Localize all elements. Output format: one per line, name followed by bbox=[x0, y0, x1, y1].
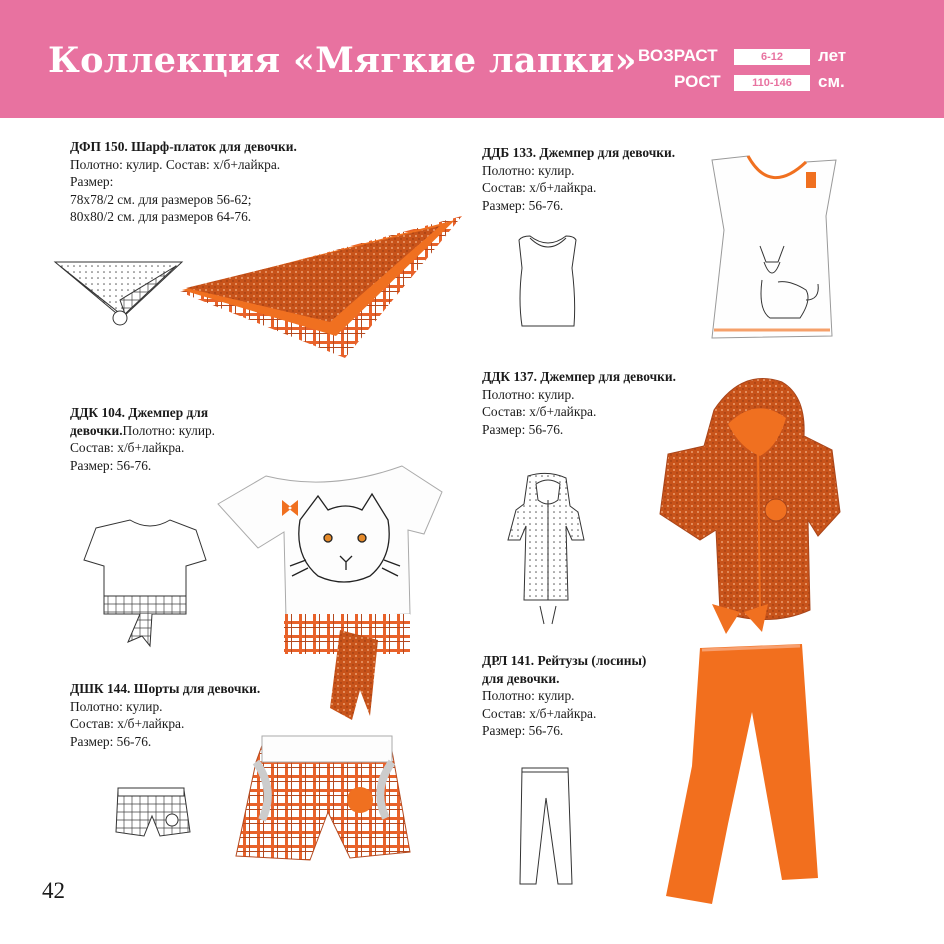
shorts-photo bbox=[236, 736, 410, 860]
hoodie-photo bbox=[660, 379, 840, 635]
product-title: ДРЛ 141. Рейтузы (лосины) bbox=[482, 653, 647, 668]
height-unit: см. bbox=[818, 72, 845, 91]
product-line: Полотно: кулир. bbox=[122, 422, 216, 438]
product-line: Состав: х/б+лайкра. bbox=[482, 705, 597, 721]
product-line: Состав: х/б+лайкра. bbox=[70, 440, 185, 455]
product-line: Полотно: кулир. bbox=[482, 386, 575, 402]
product-title: ДДБ 133. Джемпер для девочки. bbox=[482, 145, 676, 160]
product-line: 80х80/2 см. для размеров 64-76. bbox=[70, 209, 252, 224]
product-line: Полотно: кулир. bbox=[482, 688, 575, 703]
height-value: 110-146 bbox=[734, 75, 810, 91]
product-title: ДФП 150. Шарф-платок для девочки. bbox=[70, 139, 297, 154]
leggings-sketch bbox=[520, 768, 572, 884]
age-value: 6-12 bbox=[734, 49, 810, 65]
product-line: Состав: х/б+лайкра. bbox=[482, 404, 597, 419]
height-label: РОСТ bbox=[674, 72, 721, 91]
scarf-sketch bbox=[55, 262, 182, 325]
product-title: ДДК 104. Джемпер для bbox=[70, 405, 209, 420]
leggings-photo bbox=[666, 644, 818, 904]
product-line: Полотно: кулир. Состав: х/б+лайкра. bbox=[70, 156, 281, 172]
product-line: Размер: 56-76. bbox=[70, 457, 152, 473]
hoodie-sketch bbox=[508, 473, 584, 624]
product-line: Размер: 56-76. bbox=[70, 733, 152, 749]
product-title: ДДК 137. Джемпер для девочки. bbox=[482, 369, 676, 384]
product-line: Размер: 56-76. bbox=[482, 197, 564, 213]
product-line: Размер: bbox=[70, 174, 114, 189]
age-unit: лет bbox=[818, 46, 847, 65]
tank-top-sketch bbox=[519, 236, 576, 326]
product-line: Полотно: кулир. bbox=[482, 162, 575, 178]
product-title-cont: девочки. bbox=[70, 422, 123, 438]
product-title: ДШК 144. Шорты для девочки. bbox=[70, 681, 261, 696]
page-number: 42 bbox=[42, 878, 65, 903]
lynx-top-sketch bbox=[84, 520, 206, 646]
product-line: Состав: х/б+лайкра. bbox=[482, 180, 597, 195]
product-line: 78х78/2 см. для размеров 56-62; bbox=[70, 191, 252, 207]
age-label: ВОЗРАСТ bbox=[638, 46, 718, 65]
lynx-top-photo bbox=[218, 466, 442, 720]
product-title-cont: для девочки. bbox=[482, 670, 560, 686]
product-line: Полотно: кулир. bbox=[70, 698, 163, 714]
shorts-sketch bbox=[116, 788, 190, 836]
product-line: Размер: 56-76. bbox=[482, 723, 564, 738]
product-line: Размер: 56-76. bbox=[482, 421, 564, 437]
collection-title: Коллекция «Мягкие лапки» bbox=[48, 40, 637, 81]
product-line: Состав: х/б+лайкра. bbox=[70, 716, 185, 731]
tank-top-photo bbox=[712, 156, 836, 338]
scarf-photo bbox=[180, 216, 462, 358]
